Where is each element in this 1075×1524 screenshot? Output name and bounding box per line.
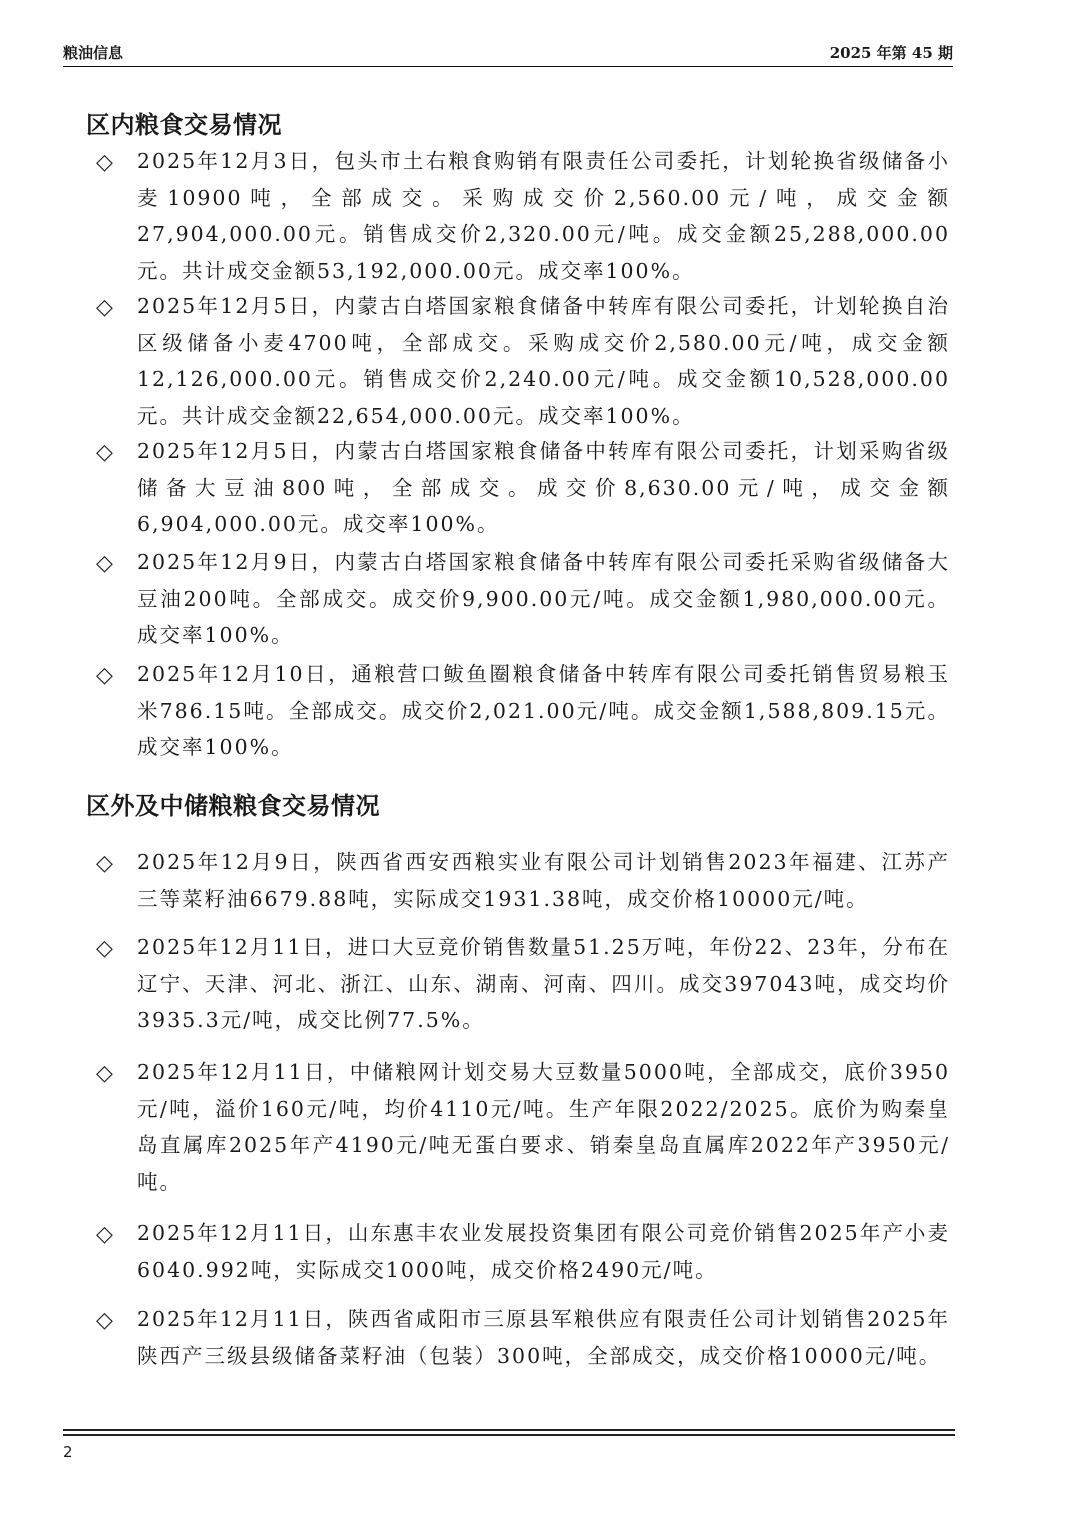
page-number: 2 (63, 1443, 73, 1461)
diamond-bullet-icon: ◇ (96, 440, 113, 465)
entry-text: 2025年12月9日，陕西省西安西粮实业有限公司计划销售2023年福建、江苏产三等菜籽油6679.88吨，实际成交1931.38吨，成交价格10000元/吨。 (137, 850, 950, 911)
diamond-bullet-icon: ◇ (96, 551, 113, 576)
entry-text: 2025年12月11日，进口大豆竞价销售数量51.25万吨，年份22、23年，分布在辽宁、天津、河北、浙江、山东、湖南、河南、四川。成交397043吨，成交均价3935.3元/吨，成交比例77.5%。 (137, 935, 950, 1032)
entry-text: 2025年12月11日，陕西省咸阳市三原县军粮供应有限责任公司计划销售2025年陕西产三级县级储备菜籽油（包装）300吨，全部成交，成交价格10000元/吨。 (137, 1307, 950, 1368)
footer-divider-top (63, 1429, 955, 1431)
diamond-bullet-icon: ◇ (96, 851, 113, 876)
running-header (63, 42, 953, 64)
list-item (96, 929, 950, 1039)
list-item (96, 143, 950, 289)
list-item (96, 1054, 950, 1200)
entry-text: 2025年12月9日，内蒙古白塔国家粮食储备中转库有限公司委托采购省级储备大豆油200吨。全部成交。成交价9,900.00元/吨。成交金额1,980,000.00元。成交率100%。 (137, 550, 950, 647)
list-item (96, 433, 950, 543)
diamond-bullet-icon: ◇ (96, 1222, 113, 1247)
entry-text: 2025年12月3日，包头市土右粮食购销有限责任公司委托，计划轮换省级储备小麦10900吨，全部成交。采购成交价2,560.00元/吨，成交金额27,904,000.00元。销售成交价2,320.00元/吨。成交金额25,288,000.00元。共计成交金额53,192,000.00元。成交率100%。 (137, 149, 950, 283)
issue-number: 2025 年第 45 期 (829, 44, 953, 62)
entry-text: 2025年12月10日，通粮营口鲅鱼圈粮食储备中转库有限公司委托销售贸易粮玉米786.15吨。全部成交。成交价2,021.00元/吨。成交金额1,588,809.15元。成交率100%。 (137, 662, 950, 759)
diamond-bullet-icon: ◇ (96, 936, 113, 961)
footer-divider-bottom (63, 1434, 955, 1436)
diamond-bullet-icon: ◇ (96, 295, 113, 320)
list-item (96, 288, 950, 434)
section-title-domestic: 区内粮食交易情况 (86, 110, 282, 139)
section-title-external: 区外及中储粮粮食交易情况 (86, 791, 380, 820)
entry-text: 2025年12月11日，中储粮网计划交易大豆数量5000吨，全部成交，底价3950元/吨，溢价160元/吨，均价4110元/吨。生产年限2022/2025。底价为购秦皇岛直属库2025年产4190元/吨无蛋白要求、销秦皇岛直属库2022年产3950元/吨。 (137, 1060, 950, 1194)
entry-text: 2025年12月11日，山东惠丰农业发展投资集团有限公司竞价销售2025年产小麦6040.992吨，实际成交1000吨，成交价格2490元/吨。 (137, 1221, 950, 1282)
list-item (96, 1215, 950, 1288)
header-divider (63, 66, 953, 67)
diamond-bullet-icon: ◇ (96, 1061, 113, 1086)
list-item (96, 1301, 950, 1374)
diamond-bullet-icon: ◇ (96, 150, 113, 175)
publication-name: 粮油信息 (63, 44, 124, 62)
list-item (96, 544, 950, 654)
list-item (96, 656, 950, 766)
diamond-bullet-icon: ◇ (96, 1308, 113, 1333)
entry-text: 2025年12月5日，内蒙古白塔国家粮食储备中转库有限公司委托，计划轮换自治区级储备小麦4700吨，全部成交。采购成交价2,580.00元/吨，成交金额12,126,000.00元。销售成交价2,240.00元/吨。成交金额10,528,000.00元。共计成交金额22,654,000.00元。成交率100%。 (137, 294, 950, 428)
list-item (96, 844, 950, 917)
diamond-bullet-icon: ◇ (96, 663, 113, 688)
entry-text: 2025年12月5日，内蒙古白塔国家粮食储备中转库有限公司委托，计划采购省级储备大豆油800吨，全部成交。成交价8,630.00元/吨，成交金额6,904,000.00元。成交率100%。 (137, 439, 950, 536)
